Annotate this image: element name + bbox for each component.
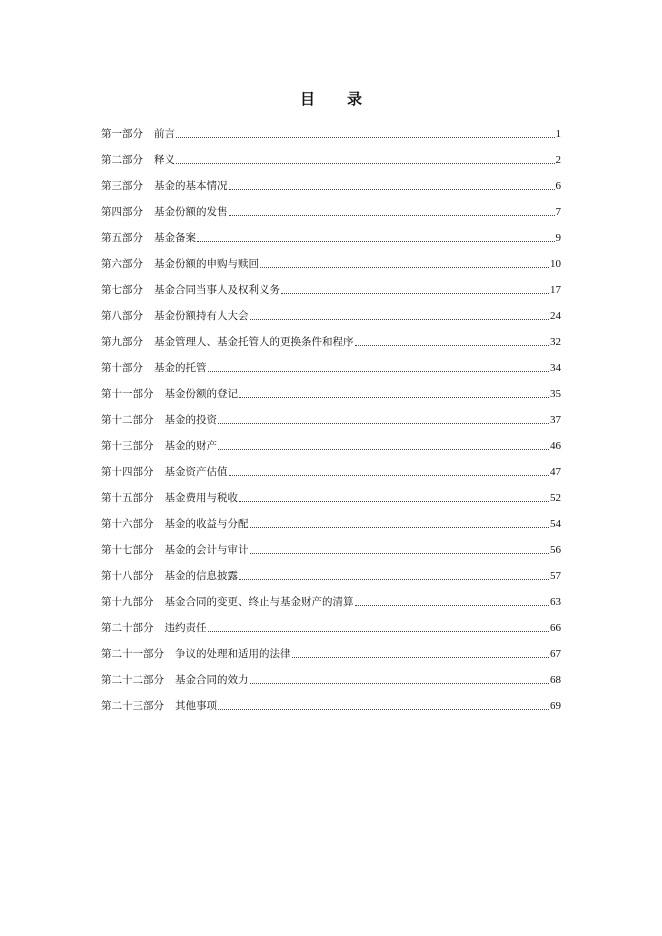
toc-entry[interactable]	[101, 141, 561, 167]
title-char: 录	[347, 90, 363, 108]
toc-dot-leader	[208, 630, 550, 632]
toc-dot-leader	[239, 578, 549, 580]
toc-section-name: 其他事项	[175, 700, 217, 712]
toc-entry[interactable]	[101, 375, 561, 401]
toc-dot-leader	[176, 162, 555, 164]
toc-part-label: 第十二部分	[101, 414, 154, 426]
toc-entry[interactable]	[101, 297, 561, 323]
toc-dot-leader	[176, 136, 555, 138]
toc-entry[interactable]	[101, 401, 561, 427]
toc-section-name: 基金的收益与分配	[164, 518, 249, 530]
toc-part-label: 第三部分	[101, 180, 143, 192]
toc-entry[interactable]	[101, 479, 561, 505]
toc-page-number: 37	[550, 414, 561, 426]
table-of-contents	[101, 115, 561, 713]
toc-section-name: 基金资产估值	[164, 466, 228, 478]
title-char: 目	[299, 90, 315, 108]
toc-part-label: 第十四部分	[101, 466, 154, 478]
toc-section-name: 基金的财产	[164, 440, 217, 452]
toc-dot-leader	[355, 344, 550, 346]
toc-page-number: 34	[550, 362, 561, 374]
toc-dot-leader	[250, 682, 550, 684]
toc-page-number: 9	[555, 232, 561, 244]
toc-part-label: 第二十二部分	[101, 674, 164, 686]
toc-page-number: 2	[555, 154, 561, 166]
toc-page-number: 17	[550, 284, 561, 296]
toc-page-number: 7	[555, 206, 561, 218]
toc-part-label: 第十七部分	[101, 544, 154, 556]
toc-dot-leader	[281, 292, 549, 294]
toc-section-name: 基金合同的效力	[175, 674, 249, 686]
toc-part-label: 第十五部分	[101, 492, 154, 504]
toc-page-number: 24	[550, 310, 561, 322]
toc-section-name: 基金的基本情况	[154, 180, 228, 192]
toc-section-name: 基金费用与税收	[164, 492, 238, 504]
toc-part-label: 第九部分	[101, 336, 143, 348]
toc-part-label: 第七部分	[101, 284, 143, 296]
toc-entry[interactable]	[101, 427, 561, 453]
toc-page-number: 63	[550, 596, 561, 608]
toc-part-label: 第五部分	[101, 232, 143, 244]
toc-dot-leader	[250, 526, 550, 528]
toc-part-label: 第四部分	[101, 206, 143, 218]
toc-section-name: 前言	[154, 128, 175, 140]
toc-part-label: 第十一部分	[101, 388, 154, 400]
toc-entry[interactable]	[101, 557, 561, 583]
toc-page-number: 1	[555, 128, 561, 140]
toc-entry[interactable]	[101, 219, 561, 245]
toc-entry[interactable]	[101, 245, 561, 271]
toc-dot-leader	[229, 214, 555, 216]
toc-entry[interactable]	[101, 193, 561, 219]
toc-page-number: 56	[550, 544, 561, 556]
toc-section-name: 基金的投资	[164, 414, 217, 426]
toc-page-number: 32	[550, 336, 561, 348]
toc-entry[interactable]	[101, 271, 561, 297]
toc-dot-leader	[218, 448, 549, 450]
toc-section-name: 释义	[154, 154, 175, 166]
toc-section-name: 基金份额的申购与赎回	[154, 258, 259, 270]
toc-page-number: 67	[550, 648, 561, 660]
toc-page-number: 10	[550, 258, 561, 270]
toc-part-label: 第十三部分	[101, 440, 154, 452]
toc-entry[interactable]	[101, 323, 561, 349]
toc-dot-leader	[239, 396, 549, 398]
toc-entry[interactable]	[101, 687, 561, 713]
toc-dot-leader	[197, 240, 555, 242]
toc-part-label: 第二十三部分	[101, 700, 164, 712]
toc-dot-leader	[218, 422, 549, 424]
toc-page-number: 52	[550, 492, 561, 504]
toc-entry[interactable]	[101, 453, 561, 479]
toc-part-label: 第十八部分	[101, 570, 154, 582]
toc-dot-leader	[208, 370, 550, 372]
toc-dot-leader	[250, 552, 550, 554]
toc-part-label: 第一部分	[101, 128, 143, 140]
toc-section-name: 基金份额的登记	[164, 388, 238, 400]
toc-section-name: 基金份额的发售	[154, 206, 228, 218]
toc-part-label: 第十九部分	[101, 596, 154, 608]
page-title	[0, 88, 662, 109]
toc-page-number: 57	[550, 570, 561, 582]
toc-dot-leader	[218, 708, 549, 710]
toc-part-label: 第二十一部分	[101, 648, 164, 660]
toc-dot-leader	[260, 266, 549, 268]
toc-part-label: 第二十部分	[101, 622, 154, 634]
toc-entry[interactable]	[101, 635, 561, 661]
toc-section-name: 基金合同当事人及权利义务	[154, 284, 280, 296]
toc-page-number: 68	[550, 674, 561, 686]
toc-part-label: 第六部分	[101, 258, 143, 270]
toc-section-name: 基金份额持有人大会	[154, 310, 249, 322]
toc-page-number: 35	[550, 388, 561, 400]
toc-dot-leader	[355, 604, 550, 606]
toc-entry[interactable]	[101, 115, 561, 141]
toc-section-name: 基金的信息披露	[164, 570, 238, 582]
toc-entry[interactable]	[101, 505, 561, 531]
toc-section-name: 基金的会计与审计	[164, 544, 249, 556]
toc-entry[interactable]	[101, 609, 561, 635]
toc-dot-leader	[239, 500, 549, 502]
toc-entry[interactable]	[101, 661, 561, 687]
toc-part-label: 第十六部分	[101, 518, 154, 530]
toc-entry[interactable]	[101, 349, 561, 375]
toc-section-name: 违约责任	[164, 622, 207, 634]
toc-section-name: 基金合同的变更、终止与基金财产的清算	[164, 596, 354, 608]
toc-section-name: 基金管理人、基金托管人的更换条件和程序	[154, 336, 354, 348]
toc-page-number: 46	[550, 440, 561, 452]
toc-section-name: 基金的托管	[154, 362, 207, 374]
toc-page-number: 69	[550, 700, 561, 712]
toc-dot-leader	[229, 474, 550, 476]
toc-dot-leader	[250, 318, 550, 320]
toc-page-number: 66	[550, 622, 561, 634]
toc-dot-leader	[292, 656, 550, 658]
toc-dot-leader	[229, 188, 555, 190]
toc-entry[interactable]	[101, 583, 561, 609]
toc-entry[interactable]	[101, 167, 561, 193]
toc-entry[interactable]	[101, 531, 561, 557]
toc-page-number: 54	[550, 518, 561, 530]
toc-section-name: 基金备案	[154, 232, 196, 244]
toc-part-label: 第十部分	[101, 362, 143, 374]
toc-part-label: 第二部分	[101, 154, 143, 166]
toc-section-name: 争议的处理和适用的法律	[175, 648, 291, 660]
toc-page-number: 47	[550, 466, 561, 478]
toc-page-number: 6	[555, 180, 561, 192]
toc-part-label: 第八部分	[101, 310, 143, 322]
